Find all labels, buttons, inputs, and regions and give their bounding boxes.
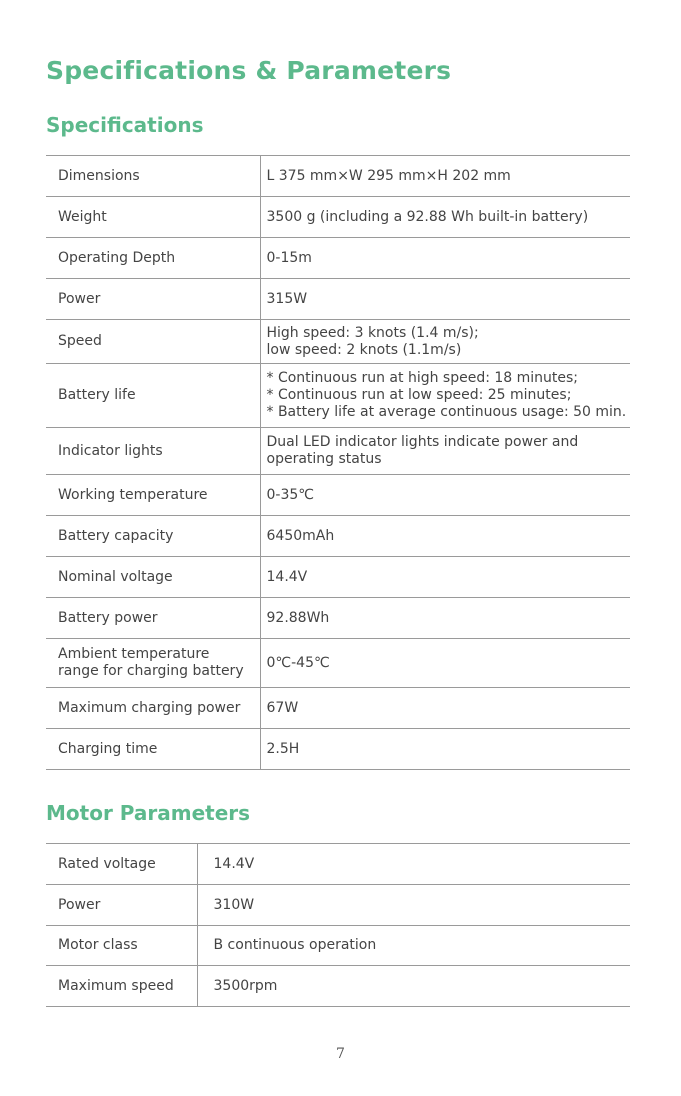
spec-label-nominal-voltage: Nominal voltage xyxy=(46,557,260,598)
spec-value-working-temperature: 0-35℃ xyxy=(260,475,630,516)
spec-label-maximum-charging-power: Maximum charging power xyxy=(46,688,260,729)
page-number: 7 xyxy=(336,1046,345,1062)
spec-value-weight: 3500 g (including a 92.88 Wh built-in battery) xyxy=(260,197,630,238)
table-row xyxy=(46,156,630,197)
table-row xyxy=(46,197,630,238)
spec-label-line: Ambient temperature xyxy=(58,646,210,662)
spec-value-charging-time: 2.5H xyxy=(260,729,630,770)
spec-label-charging-time: Charging time xyxy=(46,729,260,770)
spec-label-weight: Weight xyxy=(46,197,260,238)
table-row xyxy=(46,428,630,475)
spec-value-battery-power: 92.88Wh xyxy=(260,598,630,639)
table-row xyxy=(46,729,630,770)
spec-value-operating-depth: 0-15m xyxy=(260,238,630,279)
table-row xyxy=(46,688,630,729)
spec-value-dimensions: L 375 mm×W 295 mm×H 202 mm xyxy=(260,156,630,197)
table-row xyxy=(46,516,630,557)
spec-label-battery-capacity: Battery capacity xyxy=(46,516,260,557)
motor-value-motor-class: B continuous operation xyxy=(197,926,630,966)
table-row xyxy=(46,475,630,516)
spec-label-ambient-temperature xyxy=(46,639,260,688)
table-row xyxy=(46,238,630,279)
spec-value-battery-capacity: 6450mAh xyxy=(260,516,630,557)
spec-label-battery-life: Battery life xyxy=(46,364,260,428)
motor-label-motor-class: Motor class xyxy=(46,926,197,966)
table-row xyxy=(46,320,630,364)
table-row xyxy=(46,844,630,885)
spec-label-operating-depth: Operating Depth xyxy=(46,238,260,279)
spec-value-maximum-charging-power: 67W xyxy=(260,688,630,729)
motor-label-maximum-speed: Maximum speed xyxy=(46,966,197,1007)
motor-parameters-table xyxy=(46,843,630,1007)
spec-value-line: * Continuous run at low speed: 25 minutes; xyxy=(266,387,572,403)
table-row xyxy=(46,364,630,428)
spec-label-battery-power: Battery power xyxy=(46,598,260,639)
table-row xyxy=(46,598,630,639)
spec-value-speed xyxy=(260,320,630,364)
motor-value-power: 310W xyxy=(197,885,630,926)
table-row xyxy=(46,926,630,966)
table-row xyxy=(46,966,630,1007)
spec-label-line: range for charging battery xyxy=(58,663,244,679)
spec-value-line: * Continuous run at high speed: 18 minutes; xyxy=(266,370,579,386)
specifications-heading: Specifications xyxy=(46,113,204,137)
table-row xyxy=(46,639,630,688)
spec-value-line: Dual LED indicator lights indicate power and xyxy=(266,434,579,450)
table-row xyxy=(46,885,630,926)
spec-label-speed: Speed xyxy=(46,320,260,364)
spec-value-line: * Battery life at average continuous usage: 50 min. xyxy=(266,404,627,420)
motor-label-power: Power xyxy=(46,885,197,926)
spec-label-indicator-lights: Indicator lights xyxy=(46,428,260,475)
spec-label-working-temperature: Working temperature xyxy=(46,475,260,516)
table-row xyxy=(46,557,630,598)
spec-label-power: Power xyxy=(46,279,260,320)
spec-value-line: low speed: 2 knots (1.1m/s) xyxy=(266,341,462,358)
spec-value-battery-life xyxy=(260,364,630,428)
specifications-table xyxy=(46,155,630,770)
spec-value-line: High speed: 3 knots (1.4 m/s); xyxy=(266,324,479,341)
page-title: Specifications & Parameters xyxy=(46,56,452,85)
spec-value-nominal-voltage: 14.4V xyxy=(260,557,630,598)
motor-label-rated-voltage: Rated voltage xyxy=(46,844,197,885)
table-row xyxy=(46,279,630,320)
spec-value-power: 315W xyxy=(260,279,630,320)
motor-value-rated-voltage: 14.4V xyxy=(197,844,630,885)
spec-value-line: operating status xyxy=(266,451,382,467)
motor-value-maximum-speed: 3500rpm xyxy=(197,966,630,1007)
spec-value-ambient-temperature: 0℃-45℃ xyxy=(260,639,630,688)
motor-parameters-heading: Motor Parameters xyxy=(46,801,251,825)
spec-label-dimensions: Dimensions xyxy=(46,156,260,197)
spec-value-indicator-lights xyxy=(260,428,630,475)
